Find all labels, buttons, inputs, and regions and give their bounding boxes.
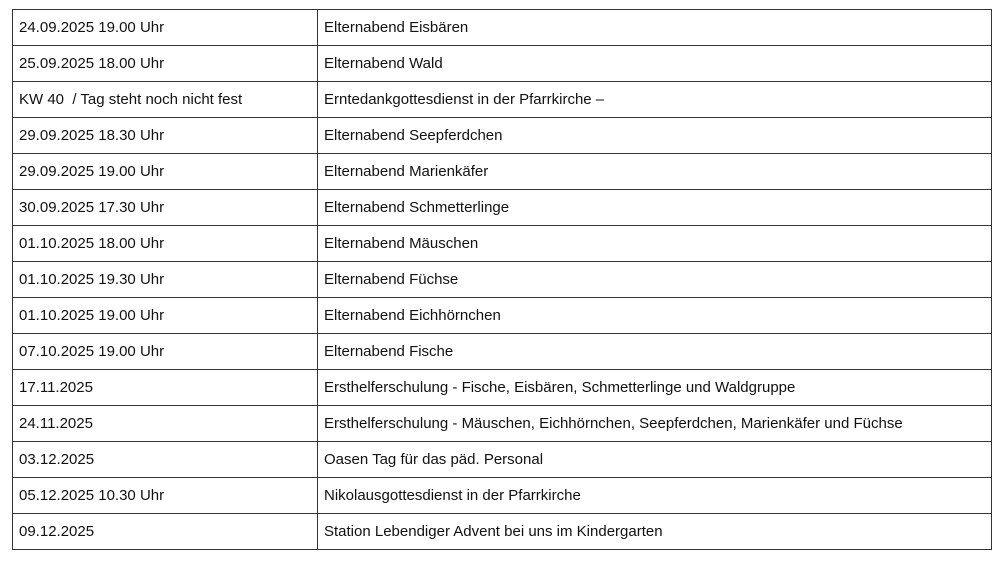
event-cell: Elternabend Füchse — [318, 262, 992, 298]
event-cell: Station Lebendiger Advent bei uns im Kindergarten — [318, 514, 992, 550]
event-cell: Elternabend Eichhörnchen — [318, 298, 992, 334]
event-cell: Oasen Tag für das päd. Personal — [318, 442, 992, 478]
event-cell: Ersthelferschulung - Mäuschen, Eichhörnchen, Seepferdchen, Marienkäfer und Füchse — [318, 406, 992, 442]
date-cell: 03.12.2025 — [13, 442, 318, 478]
date-cell: 29.09.2025 18.30 Uhr — [13, 118, 318, 154]
table-row — [13, 406, 992, 442]
table-row — [13, 46, 992, 82]
table-row — [13, 190, 992, 226]
date-cell: KW 40 / Tag steht noch nicht fest — [13, 82, 318, 118]
table-row — [13, 154, 992, 190]
event-cell: Ersthelferschulung - Fische, Eisbären, Schmetterlinge und Waldgruppe — [318, 370, 992, 406]
table-row — [13, 298, 992, 334]
event-schedule-body — [13, 10, 992, 550]
event-cell: Elternabend Wald — [318, 46, 992, 82]
table-row — [13, 226, 992, 262]
event-cell: Elternabend Fische — [318, 334, 992, 370]
event-cell: Elternabend Marienkäfer — [318, 154, 992, 190]
event-cell: Nikolausgottesdienst in der Pfarrkirche — [318, 478, 992, 514]
date-cell: 30.09.2025 17.30 Uhr — [13, 190, 318, 226]
event-schedule-table — [12, 9, 992, 550]
date-cell: 24.09.2025 19.00 Uhr — [13, 10, 318, 46]
date-cell: 29.09.2025 19.00 Uhr — [13, 154, 318, 190]
date-cell: 09.12.2025 — [13, 514, 318, 550]
table-row — [13, 514, 992, 550]
table-row — [13, 10, 992, 46]
date-cell: 24.11.2025 — [13, 406, 318, 442]
event-cell: Erntedankgottesdienst in der Pfarrkirche – — [318, 82, 992, 118]
date-cell: 01.10.2025 19.00 Uhr — [13, 298, 318, 334]
table-row — [13, 334, 992, 370]
event-cell: Elternabend Eisbären — [318, 10, 992, 46]
table-row — [13, 442, 992, 478]
event-cell: Elternabend Seepferdchen — [318, 118, 992, 154]
date-cell: 07.10.2025 19.00 Uhr — [13, 334, 318, 370]
table-row — [13, 118, 992, 154]
date-cell: 01.10.2025 18.00 Uhr — [13, 226, 318, 262]
table-row — [13, 262, 992, 298]
date-cell: 01.10.2025 19.30 Uhr — [13, 262, 318, 298]
table-row — [13, 478, 992, 514]
date-cell: 17.11.2025 — [13, 370, 318, 406]
event-cell: Elternabend Mäuschen — [318, 226, 992, 262]
table-row — [13, 82, 992, 118]
date-cell: 25.09.2025 18.00 Uhr — [13, 46, 318, 82]
date-cell: 05.12.2025 10.30 Uhr — [13, 478, 318, 514]
table-row — [13, 370, 992, 406]
event-cell: Elternabend Schmetterlinge — [318, 190, 992, 226]
